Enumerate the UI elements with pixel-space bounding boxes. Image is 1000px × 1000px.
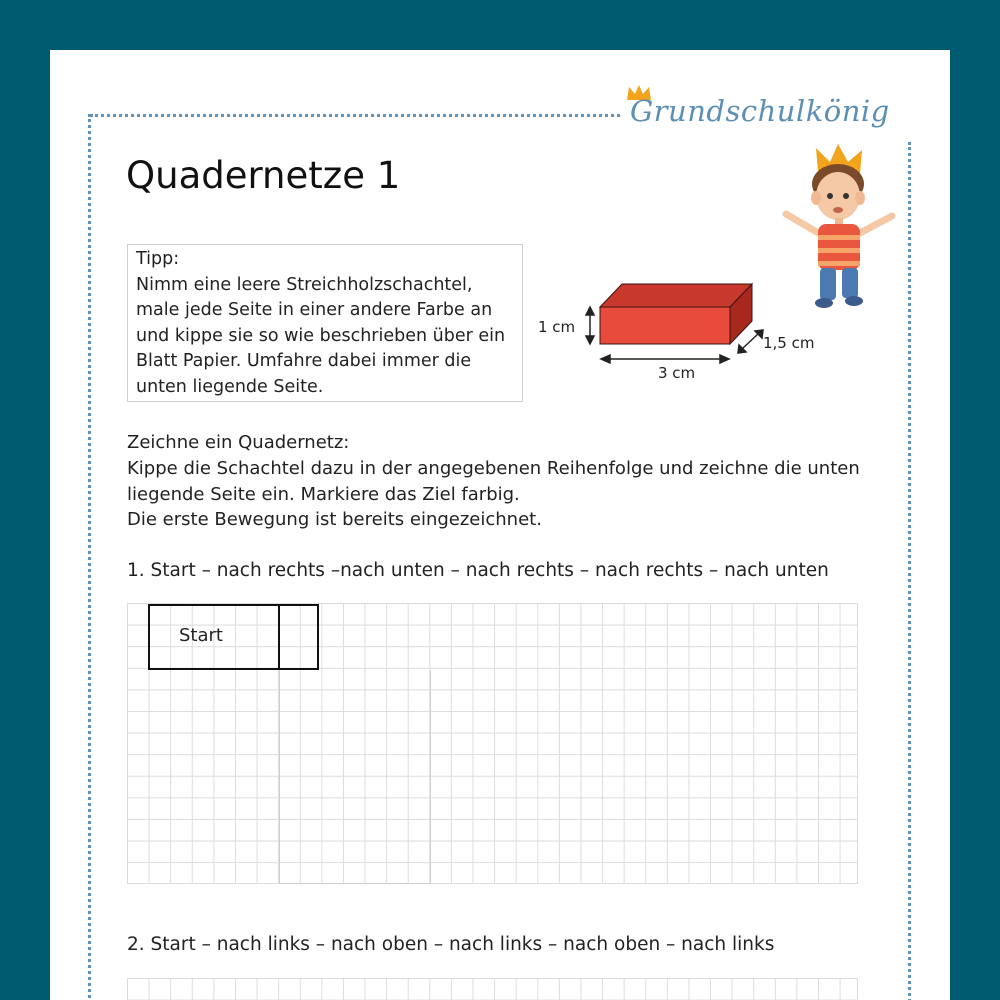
instructions-line: liegende Seite ein. Markiere das Ziel farbig.: [127, 483, 520, 505]
height-arrow: [586, 307, 594, 344]
page-title: Quadernetze 1: [126, 154, 401, 197]
task-1-text: 1. Start – nach rechts –nach unten – nach rechts – nach rechts – nach unten: [127, 560, 829, 581]
instructions-line: Kippe die Schachtel dazu in der angegebenen Reihenfolge und zeichne die unten: [127, 457, 860, 479]
start-label: Start: [179, 625, 223, 646]
tip-box: [127, 244, 523, 402]
cuboid-top-face: [600, 284, 752, 307]
depth-arrow: [738, 330, 763, 353]
tip-text: Nimm eine leere Streichholzschachtel, male jede Seite in einer andere Farbe an und kippe sie so wie beschrieben über ein Blatt Papier. Umfahre dabei immer die unten liegende Seite.: [136, 274, 506, 397]
height-label: 1 cm: [538, 318, 576, 336]
task-2-text: 2. Start – nach links – nach oben – nach links – nach oben – nach links: [127, 934, 775, 955]
first-move-outline: [276, 604, 319, 670]
depth-label: 1,5 cm: [763, 334, 815, 352]
worksheet: [50, 50, 950, 1000]
brand-logo: Grundschulkönig: [630, 94, 890, 128]
dotted-border-top: [90, 114, 620, 117]
instructions-line: Die erste Bewegung ist bereits eingezeichnet.: [127, 509, 542, 531]
width-arrow: [601, 355, 729, 363]
grid-task-2[interactable]: [127, 978, 858, 1000]
instructions: [127, 430, 867, 533]
tip-label: Tipp:: [136, 249, 180, 269]
cuboid-front-face: [600, 307, 730, 344]
dotted-border-left: [88, 114, 91, 1000]
width-label: 3 cm: [658, 364, 696, 382]
instructions-heading: Zeichne ein Quadernetz:: [127, 432, 350, 453]
mascot-boy-illustration: [780, 140, 920, 315]
